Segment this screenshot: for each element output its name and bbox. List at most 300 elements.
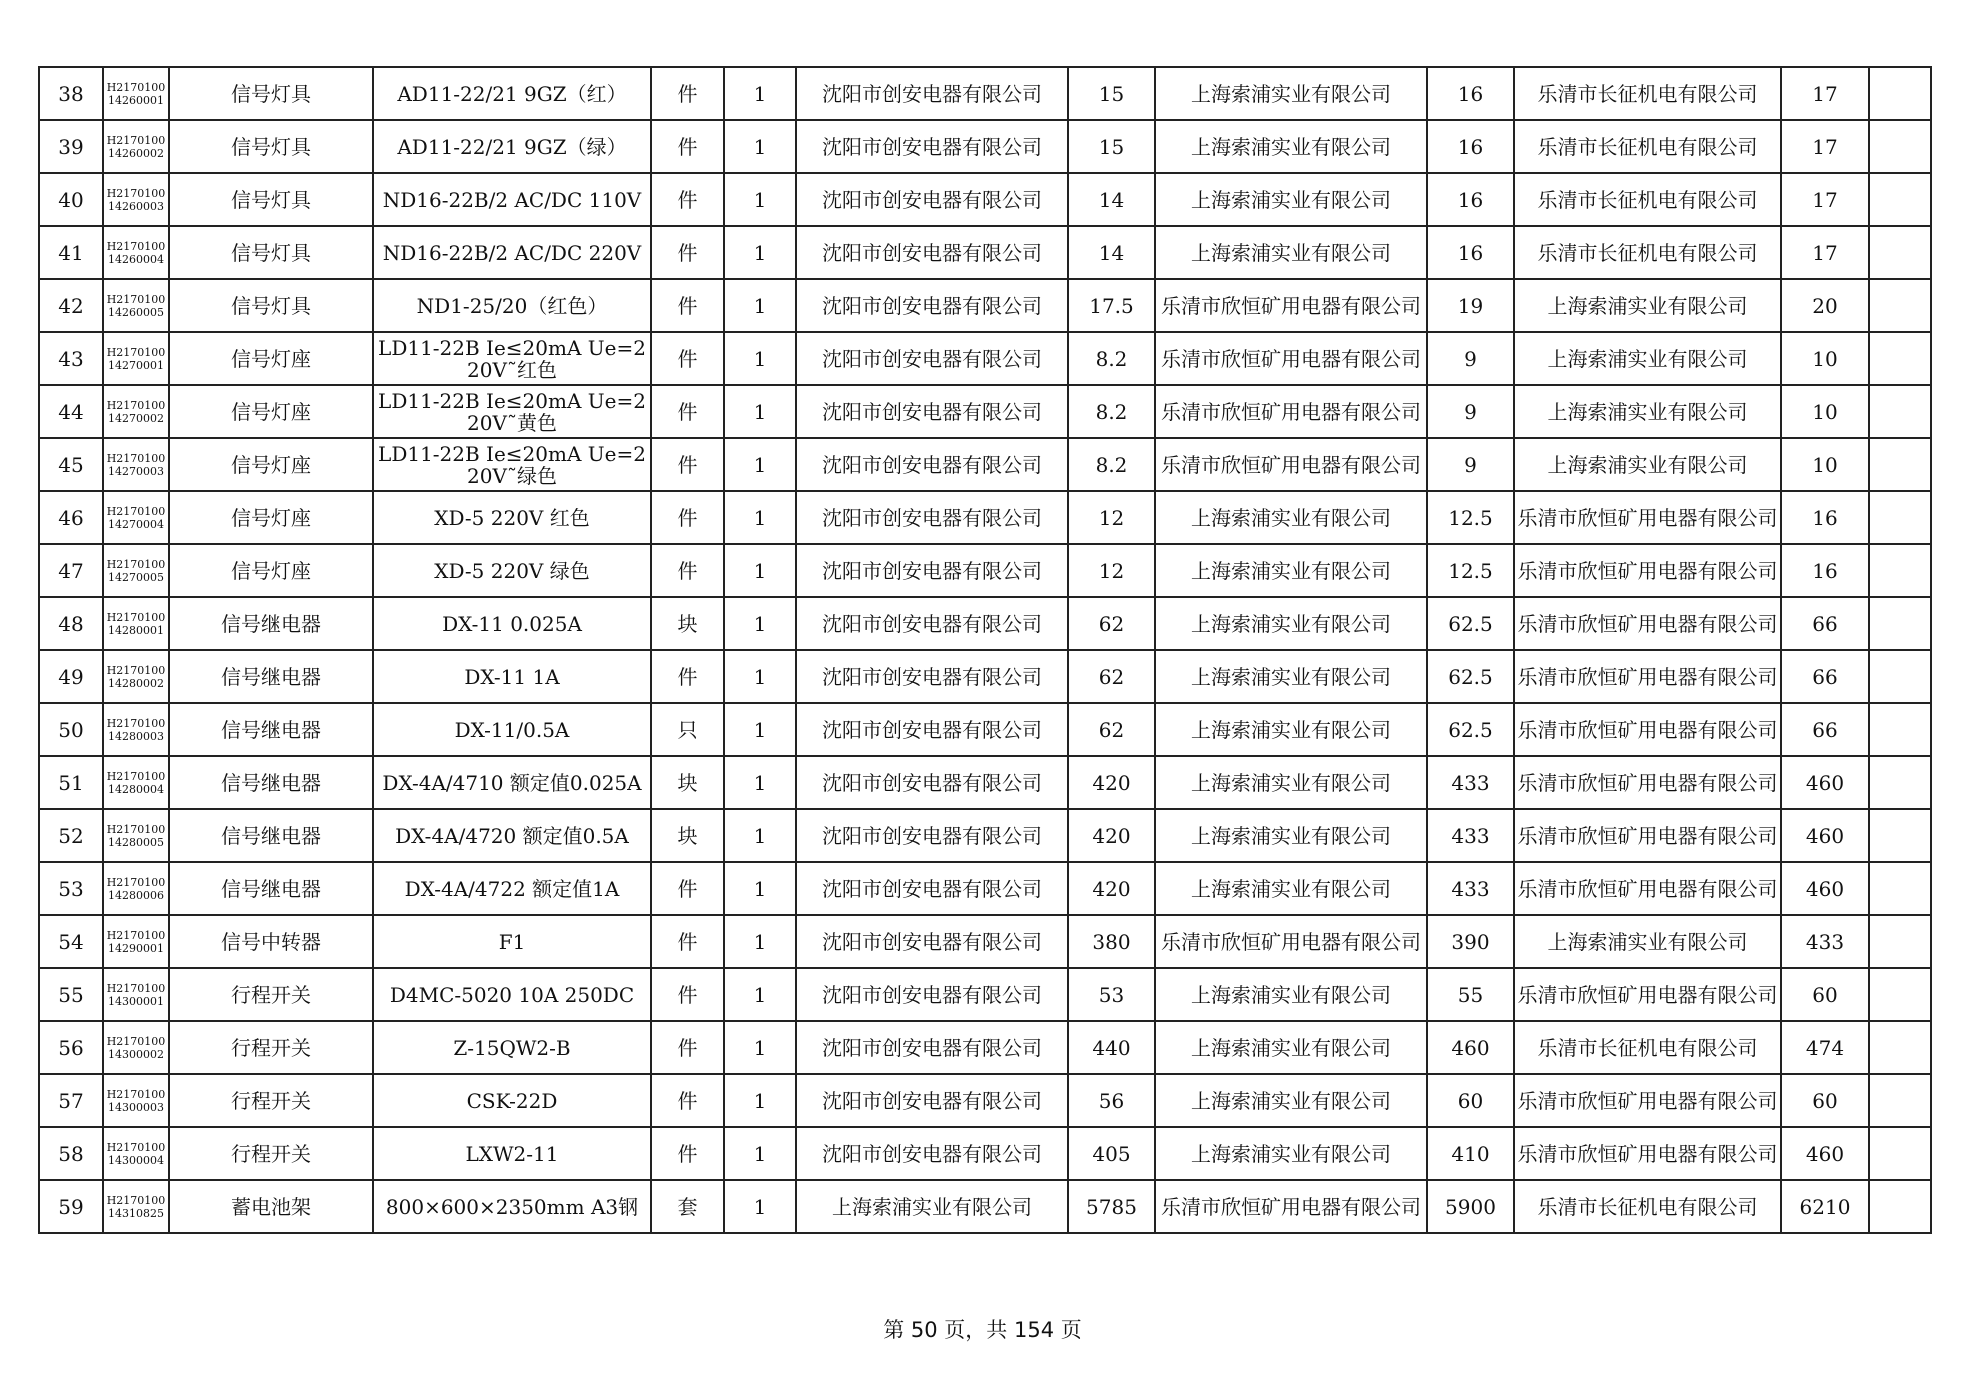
item-quantity-cell: 1 bbox=[724, 756, 796, 809]
supplier-3-cell: 乐清市长征机电有限公司 bbox=[1514, 173, 1781, 226]
item-unit-cell: 件 bbox=[651, 968, 724, 1021]
supplier-2-cell: 乐清市欣恒矿用电器有限公司 bbox=[1155, 385, 1427, 438]
item-unit-cell: 套 bbox=[651, 1180, 724, 1233]
supplier-1-cell: 沈阳市创安电器有限公司 bbox=[796, 67, 1068, 120]
supplier-3-cell: 乐清市欣恒矿用电器有限公司 bbox=[1514, 1127, 1781, 1180]
table-row bbox=[39, 67, 1931, 120]
supplier-2-cell: 上海索浦实业有限公司 bbox=[1155, 1021, 1427, 1074]
price-2-cell: 433 bbox=[1427, 756, 1514, 809]
remark-cell bbox=[1869, 1180, 1931, 1233]
table-body bbox=[39, 67, 1931, 1233]
supplier-2-cell: 乐清市欣恒矿用电器有限公司 bbox=[1155, 1180, 1427, 1233]
price-2-cell: 62.5 bbox=[1427, 597, 1514, 650]
price-1-cell: 56 bbox=[1068, 1074, 1155, 1127]
remark-cell bbox=[1869, 332, 1931, 385]
price-1-cell: 8.2 bbox=[1068, 385, 1155, 438]
row-number-cell: 47 bbox=[39, 544, 103, 597]
item-spec-cell: XD-5 220V 绿色 bbox=[373, 544, 651, 597]
remark-cell bbox=[1869, 1021, 1931, 1074]
item-quantity-cell: 1 bbox=[724, 67, 796, 120]
supplier-1-cell: 沈阳市创安电器有限公司 bbox=[796, 650, 1068, 703]
supplier-2-cell: 上海索浦实业有限公司 bbox=[1155, 650, 1427, 703]
item-quantity-cell: 1 bbox=[724, 438, 796, 491]
price-3-cell: 17 bbox=[1781, 67, 1869, 120]
supplier-1-cell: 沈阳市创安电器有限公司 bbox=[796, 1021, 1068, 1074]
table-row bbox=[39, 703, 1931, 756]
item-spec-cell: XD-5 220V 红色 bbox=[373, 491, 651, 544]
item-name-cell: 信号中转器 bbox=[169, 915, 373, 968]
item-spec-cell: DX-11 0.025A bbox=[373, 597, 651, 650]
table-row bbox=[39, 491, 1931, 544]
price-3-cell: 17 bbox=[1781, 226, 1869, 279]
supplier-2-cell: 上海索浦实业有限公司 bbox=[1155, 597, 1427, 650]
remark-cell bbox=[1869, 67, 1931, 120]
item-name-cell: 行程开关 bbox=[169, 1021, 373, 1074]
row-number-cell: 49 bbox=[39, 650, 103, 703]
price-1-cell: 12 bbox=[1068, 544, 1155, 597]
item-spec-cell: LXW2-11 bbox=[373, 1127, 651, 1180]
price-2-cell: 9 bbox=[1427, 438, 1514, 491]
item-name-cell: 信号灯具 bbox=[169, 67, 373, 120]
table-row bbox=[39, 1127, 1931, 1180]
supplier-3-cell: 上海索浦实业有限公司 bbox=[1514, 385, 1781, 438]
table-row bbox=[39, 756, 1931, 809]
item-quantity-cell: 1 bbox=[724, 915, 796, 968]
price-2-cell: 62.5 bbox=[1427, 703, 1514, 756]
item-name-cell: 信号灯座 bbox=[169, 544, 373, 597]
price-1-cell: 53 bbox=[1068, 968, 1155, 1021]
row-number-cell: 43 bbox=[39, 332, 103, 385]
row-number-cell: 46 bbox=[39, 491, 103, 544]
price-2-cell: 433 bbox=[1427, 809, 1514, 862]
supplier-3-cell: 乐清市长征机电有限公司 bbox=[1514, 67, 1781, 120]
price-1-cell: 17.5 bbox=[1068, 279, 1155, 332]
table-row bbox=[39, 279, 1931, 332]
price-2-cell: 433 bbox=[1427, 862, 1514, 915]
material-code-cell: H2170100 14280004 bbox=[103, 756, 169, 809]
remark-cell bbox=[1869, 1127, 1931, 1180]
material-code-cell: H2170100 14290001 bbox=[103, 915, 169, 968]
item-quantity-cell: 1 bbox=[724, 120, 796, 173]
supplier-3-cell: 乐清市欣恒矿用电器有限公司 bbox=[1514, 491, 1781, 544]
item-spec-cell: LD11-22B Ie≤20mA Ue=220V˜绿色 bbox=[373, 438, 651, 491]
remark-cell bbox=[1869, 1074, 1931, 1127]
supplier-2-cell: 乐清市欣恒矿用电器有限公司 bbox=[1155, 332, 1427, 385]
material-code-cell: H2170100 14260002 bbox=[103, 120, 169, 173]
remark-cell bbox=[1869, 385, 1931, 438]
material-code-cell: H2170100 14280001 bbox=[103, 597, 169, 650]
row-number-cell: 42 bbox=[39, 279, 103, 332]
supplier-1-cell: 沈阳市创安电器有限公司 bbox=[796, 279, 1068, 332]
price-2-cell: 410 bbox=[1427, 1127, 1514, 1180]
item-name-cell: 信号灯座 bbox=[169, 385, 373, 438]
item-spec-cell: DX-11/0.5A bbox=[373, 703, 651, 756]
price-3-cell: 460 bbox=[1781, 1127, 1869, 1180]
supplier-1-cell: 沈阳市创安电器有限公司 bbox=[796, 862, 1068, 915]
table-row bbox=[39, 120, 1931, 173]
material-code-cell: H2170100 14260003 bbox=[103, 173, 169, 226]
supplier-2-cell: 上海索浦实业有限公司 bbox=[1155, 491, 1427, 544]
remark-cell bbox=[1869, 650, 1931, 703]
supplier-3-cell: 上海索浦实业有限公司 bbox=[1514, 915, 1781, 968]
item-unit-cell: 块 bbox=[651, 597, 724, 650]
remark-cell bbox=[1869, 120, 1931, 173]
item-unit-cell: 件 bbox=[651, 438, 724, 491]
item-unit-cell: 件 bbox=[651, 332, 724, 385]
price-3-cell: 10 bbox=[1781, 332, 1869, 385]
item-name-cell: 行程开关 bbox=[169, 1127, 373, 1180]
supplier-1-cell: 沈阳市创安电器有限公司 bbox=[796, 226, 1068, 279]
price-2-cell: 55 bbox=[1427, 968, 1514, 1021]
item-quantity-cell: 1 bbox=[724, 226, 796, 279]
item-unit-cell: 件 bbox=[651, 226, 724, 279]
price-3-cell: 60 bbox=[1781, 1074, 1869, 1127]
price-1-cell: 15 bbox=[1068, 67, 1155, 120]
item-name-cell: 信号继电器 bbox=[169, 756, 373, 809]
row-number-cell: 58 bbox=[39, 1127, 103, 1180]
price-1-cell: 420 bbox=[1068, 809, 1155, 862]
item-unit-cell: 件 bbox=[651, 915, 724, 968]
price-3-cell: 20 bbox=[1781, 279, 1869, 332]
item-name-cell: 信号继电器 bbox=[169, 862, 373, 915]
price-3-cell: 17 bbox=[1781, 173, 1869, 226]
supplier-3-cell: 乐清市欣恒矿用电器有限公司 bbox=[1514, 1074, 1781, 1127]
row-number-cell: 40 bbox=[39, 173, 103, 226]
supplier-3-cell: 乐清市欣恒矿用电器有限公司 bbox=[1514, 862, 1781, 915]
table-row bbox=[39, 173, 1931, 226]
item-quantity-cell: 1 bbox=[724, 1127, 796, 1180]
item-unit-cell: 件 bbox=[651, 491, 724, 544]
price-3-cell: 6210 bbox=[1781, 1180, 1869, 1233]
item-spec-cell: ND16-22B/2 AC/DC 110V bbox=[373, 173, 651, 226]
price-2-cell: 9 bbox=[1427, 332, 1514, 385]
item-unit-cell: 件 bbox=[651, 67, 724, 120]
item-quantity-cell: 1 bbox=[724, 809, 796, 862]
price-1-cell: 440 bbox=[1068, 1021, 1155, 1074]
supplier-1-cell: 沈阳市创安电器有限公司 bbox=[796, 491, 1068, 544]
price-3-cell: 460 bbox=[1781, 809, 1869, 862]
supplier-1-cell: 沈阳市创安电器有限公司 bbox=[796, 1127, 1068, 1180]
table-row bbox=[39, 650, 1931, 703]
price-3-cell: 16 bbox=[1781, 491, 1869, 544]
material-code-cell: H2170100 14280003 bbox=[103, 703, 169, 756]
supplier-1-cell: 沈阳市创安电器有限公司 bbox=[796, 332, 1068, 385]
table-row bbox=[39, 1180, 1931, 1233]
price-2-cell: 62.5 bbox=[1427, 650, 1514, 703]
supplier-2-cell: 乐清市欣恒矿用电器有限公司 bbox=[1155, 438, 1427, 491]
row-number-cell: 57 bbox=[39, 1074, 103, 1127]
material-code-cell: H2170100 14260004 bbox=[103, 226, 169, 279]
supplier-1-cell: 沈阳市创安电器有限公司 bbox=[796, 544, 1068, 597]
supplier-2-cell: 乐清市欣恒矿用电器有限公司 bbox=[1155, 279, 1427, 332]
row-number-cell: 54 bbox=[39, 915, 103, 968]
item-name-cell: 信号继电器 bbox=[169, 650, 373, 703]
remark-cell bbox=[1869, 915, 1931, 968]
supplier-3-cell: 乐清市欣恒矿用电器有限公司 bbox=[1514, 703, 1781, 756]
price-3-cell: 460 bbox=[1781, 756, 1869, 809]
item-name-cell: 信号继电器 bbox=[169, 809, 373, 862]
table-row bbox=[39, 332, 1931, 385]
supplier-2-cell: 上海索浦实业有限公司 bbox=[1155, 809, 1427, 862]
item-spec-cell: D4MC-5020 10A 250DC bbox=[373, 968, 651, 1021]
row-number-cell: 41 bbox=[39, 226, 103, 279]
supplier-2-cell: 上海索浦实业有限公司 bbox=[1155, 862, 1427, 915]
price-2-cell: 12.5 bbox=[1427, 491, 1514, 544]
supplier-3-cell: 上海索浦实业有限公司 bbox=[1514, 279, 1781, 332]
item-spec-cell: 800×600×2350mm A3钢 bbox=[373, 1180, 651, 1233]
supplier-2-cell: 上海索浦实业有限公司 bbox=[1155, 226, 1427, 279]
row-number-cell: 59 bbox=[39, 1180, 103, 1233]
price-2-cell: 16 bbox=[1427, 67, 1514, 120]
supplier-1-cell: 上海索浦实业有限公司 bbox=[796, 1180, 1068, 1233]
material-code-cell: H2170100 14280005 bbox=[103, 809, 169, 862]
item-spec-cell: ND1-25/20（红色） bbox=[373, 279, 651, 332]
material-code-cell: H2170100 14310825 bbox=[103, 1180, 169, 1233]
supplier-1-cell: 沈阳市创安电器有限公司 bbox=[796, 915, 1068, 968]
price-1-cell: 12 bbox=[1068, 491, 1155, 544]
row-number-cell: 55 bbox=[39, 968, 103, 1021]
item-unit-cell: 块 bbox=[651, 809, 724, 862]
item-spec-cell: DX-4A/4710 额定值0.025A bbox=[373, 756, 651, 809]
price-2-cell: 16 bbox=[1427, 173, 1514, 226]
item-unit-cell: 件 bbox=[651, 1074, 724, 1127]
material-code-cell: H2170100 14280002 bbox=[103, 650, 169, 703]
row-number-cell: 38 bbox=[39, 67, 103, 120]
item-quantity-cell: 1 bbox=[724, 650, 796, 703]
remark-cell bbox=[1869, 491, 1931, 544]
item-name-cell: 信号灯具 bbox=[169, 279, 373, 332]
table-row bbox=[39, 438, 1931, 491]
price-2-cell: 19 bbox=[1427, 279, 1514, 332]
item-spec-cell: Z-15QW2-B bbox=[373, 1021, 651, 1074]
price-2-cell: 16 bbox=[1427, 226, 1514, 279]
price-1-cell: 405 bbox=[1068, 1127, 1155, 1180]
row-number-cell: 51 bbox=[39, 756, 103, 809]
supplier-1-cell: 沈阳市创安电器有限公司 bbox=[796, 756, 1068, 809]
supplier-3-cell: 乐清市欣恒矿用电器有限公司 bbox=[1514, 809, 1781, 862]
price-1-cell: 62 bbox=[1068, 597, 1155, 650]
table-row bbox=[39, 862, 1931, 915]
price-1-cell: 380 bbox=[1068, 915, 1155, 968]
item-quantity-cell: 1 bbox=[724, 173, 796, 226]
remark-cell bbox=[1869, 862, 1931, 915]
supplier-3-cell: 乐清市欣恒矿用电器有限公司 bbox=[1514, 544, 1781, 597]
price-3-cell: 66 bbox=[1781, 650, 1869, 703]
row-number-cell: 50 bbox=[39, 703, 103, 756]
item-quantity-cell: 1 bbox=[724, 1021, 796, 1074]
item-quantity-cell: 1 bbox=[724, 703, 796, 756]
item-spec-cell: DX-4A/4720 额定值0.5A bbox=[373, 809, 651, 862]
page-footer: 第 50 页，共 154 页 bbox=[883, 1318, 1082, 1342]
remark-cell bbox=[1869, 173, 1931, 226]
material-code-cell: H2170100 14270004 bbox=[103, 491, 169, 544]
item-spec-cell: AD11-22/21 9GZ（红） bbox=[373, 67, 651, 120]
table-row bbox=[39, 1021, 1931, 1074]
price-3-cell: 60 bbox=[1781, 968, 1869, 1021]
item-name-cell: 蓄电池架 bbox=[169, 1180, 373, 1233]
item-spec-cell: LD11-22B Ie≤20mA Ue=220V˜黄色 bbox=[373, 385, 651, 438]
remark-cell bbox=[1869, 226, 1931, 279]
supplier-3-cell: 乐清市长征机电有限公司 bbox=[1514, 120, 1781, 173]
table-row bbox=[39, 226, 1931, 279]
table-row bbox=[39, 544, 1931, 597]
row-number-cell: 48 bbox=[39, 597, 103, 650]
supplier-2-cell: 乐清市欣恒矿用电器有限公司 bbox=[1155, 915, 1427, 968]
item-quantity-cell: 1 bbox=[724, 544, 796, 597]
material-code-cell: H2170100 14260005 bbox=[103, 279, 169, 332]
supplier-3-cell: 乐清市长征机电有限公司 bbox=[1514, 226, 1781, 279]
material-code-cell: H2170100 14300003 bbox=[103, 1074, 169, 1127]
item-unit-cell: 件 bbox=[651, 544, 724, 597]
supplier-1-cell: 沈阳市创安电器有限公司 bbox=[796, 809, 1068, 862]
price-2-cell: 5900 bbox=[1427, 1180, 1514, 1233]
item-name-cell: 信号继电器 bbox=[169, 703, 373, 756]
item-unit-cell: 件 bbox=[651, 1021, 724, 1074]
supplier-2-cell: 上海索浦实业有限公司 bbox=[1155, 120, 1427, 173]
item-unit-cell: 只 bbox=[651, 703, 724, 756]
supplier-3-cell: 乐清市欣恒矿用电器有限公司 bbox=[1514, 650, 1781, 703]
price-3-cell: 10 bbox=[1781, 438, 1869, 491]
supplier-3-cell: 乐清市欣恒矿用电器有限公司 bbox=[1514, 968, 1781, 1021]
material-code-cell: H2170100 14280006 bbox=[103, 862, 169, 915]
item-unit-cell: 件 bbox=[651, 862, 724, 915]
supplier-2-cell: 上海索浦实业有限公司 bbox=[1155, 1074, 1427, 1127]
price-1-cell: 420 bbox=[1068, 862, 1155, 915]
supplier-1-cell: 沈阳市创安电器有限公司 bbox=[796, 968, 1068, 1021]
row-number-cell: 52 bbox=[39, 809, 103, 862]
item-unit-cell: 块 bbox=[651, 756, 724, 809]
supplier-1-cell: 沈阳市创安电器有限公司 bbox=[796, 385, 1068, 438]
material-code-cell: H2170100 14270003 bbox=[103, 438, 169, 491]
item-name-cell: 信号灯座 bbox=[169, 332, 373, 385]
material-code-cell: H2170100 14270005 bbox=[103, 544, 169, 597]
remark-cell bbox=[1869, 809, 1931, 862]
row-number-cell: 39 bbox=[39, 120, 103, 173]
item-unit-cell: 件 bbox=[651, 1127, 724, 1180]
item-spec-cell: F1 bbox=[373, 915, 651, 968]
remark-cell bbox=[1869, 438, 1931, 491]
material-code-cell: H2170100 14260001 bbox=[103, 67, 169, 120]
price-2-cell: 390 bbox=[1427, 915, 1514, 968]
price-3-cell: 10 bbox=[1781, 385, 1869, 438]
price-1-cell: 8.2 bbox=[1068, 332, 1155, 385]
item-name-cell: 行程开关 bbox=[169, 968, 373, 1021]
price-2-cell: 9 bbox=[1427, 385, 1514, 438]
item-spec-cell: DX-4A/4722 额定值1A bbox=[373, 862, 651, 915]
material-code-cell: H2170100 14270002 bbox=[103, 385, 169, 438]
price-1-cell: 14 bbox=[1068, 226, 1155, 279]
price-3-cell: 16 bbox=[1781, 544, 1869, 597]
supplier-3-cell: 上海索浦实业有限公司 bbox=[1514, 332, 1781, 385]
price-1-cell: 15 bbox=[1068, 120, 1155, 173]
supplier-1-cell: 沈阳市创安电器有限公司 bbox=[796, 597, 1068, 650]
row-number-cell: 44 bbox=[39, 385, 103, 438]
supplier-2-cell: 上海索浦实业有限公司 bbox=[1155, 173, 1427, 226]
item-unit-cell: 件 bbox=[651, 279, 724, 332]
item-spec-cell: CSK-22D bbox=[373, 1074, 651, 1127]
supplier-3-cell: 乐清市长征机电有限公司 bbox=[1514, 1180, 1781, 1233]
item-unit-cell: 件 bbox=[651, 120, 724, 173]
supplier-2-cell: 上海索浦实业有限公司 bbox=[1155, 544, 1427, 597]
price-1-cell: 62 bbox=[1068, 703, 1155, 756]
table-row bbox=[39, 597, 1931, 650]
item-name-cell: 行程开关 bbox=[169, 1074, 373, 1127]
material-code-cell: H2170100 14300002 bbox=[103, 1021, 169, 1074]
price-1-cell: 8.2 bbox=[1068, 438, 1155, 491]
remark-cell bbox=[1869, 756, 1931, 809]
material-code-cell: H2170100 14270001 bbox=[103, 332, 169, 385]
material-code-cell: H2170100 14300004 bbox=[103, 1127, 169, 1180]
item-quantity-cell: 1 bbox=[724, 491, 796, 544]
remark-cell bbox=[1869, 968, 1931, 1021]
supplier-1-cell: 沈阳市创安电器有限公司 bbox=[796, 1074, 1068, 1127]
price-table bbox=[38, 66, 1932, 1234]
price-2-cell: 460 bbox=[1427, 1021, 1514, 1074]
price-1-cell: 5785 bbox=[1068, 1180, 1155, 1233]
item-unit-cell: 件 bbox=[651, 650, 724, 703]
item-spec-cell: AD11-22/21 9GZ（绿） bbox=[373, 120, 651, 173]
row-number-cell: 56 bbox=[39, 1021, 103, 1074]
remark-cell bbox=[1869, 597, 1931, 650]
supplier-1-cell: 沈阳市创安电器有限公司 bbox=[796, 438, 1068, 491]
price-3-cell: 460 bbox=[1781, 862, 1869, 915]
supplier-2-cell: 上海索浦实业有限公司 bbox=[1155, 703, 1427, 756]
item-name-cell: 信号灯具 bbox=[169, 120, 373, 173]
supplier-3-cell: 上海索浦实业有限公司 bbox=[1514, 438, 1781, 491]
item-name-cell: 信号灯座 bbox=[169, 438, 373, 491]
item-quantity-cell: 1 bbox=[724, 385, 796, 438]
price-3-cell: 66 bbox=[1781, 597, 1869, 650]
price-2-cell: 12.5 bbox=[1427, 544, 1514, 597]
supplier-3-cell: 乐清市长征机电有限公司 bbox=[1514, 1021, 1781, 1074]
row-number-cell: 53 bbox=[39, 862, 103, 915]
supplier-3-cell: 乐清市欣恒矿用电器有限公司 bbox=[1514, 756, 1781, 809]
table-row bbox=[39, 915, 1931, 968]
material-code-cell: H2170100 14300001 bbox=[103, 968, 169, 1021]
item-unit-cell: 件 bbox=[651, 173, 724, 226]
table-row bbox=[39, 809, 1931, 862]
supplier-1-cell: 沈阳市创安电器有限公司 bbox=[796, 173, 1068, 226]
item-quantity-cell: 1 bbox=[724, 862, 796, 915]
table-row bbox=[39, 968, 1931, 1021]
item-spec-cell: LD11-22B Ie≤20mA Ue=220V˜红色 bbox=[373, 332, 651, 385]
item-name-cell: 信号灯座 bbox=[169, 491, 373, 544]
price-3-cell: 66 bbox=[1781, 703, 1869, 756]
item-name-cell: 信号继电器 bbox=[169, 597, 373, 650]
price-3-cell: 433 bbox=[1781, 915, 1869, 968]
supplier-2-cell: 上海索浦实业有限公司 bbox=[1155, 1127, 1427, 1180]
supplier-1-cell: 沈阳市创安电器有限公司 bbox=[796, 703, 1068, 756]
price-1-cell: 62 bbox=[1068, 650, 1155, 703]
item-quantity-cell: 1 bbox=[724, 332, 796, 385]
supplier-1-cell: 沈阳市创安电器有限公司 bbox=[796, 120, 1068, 173]
item-quantity-cell: 1 bbox=[724, 279, 796, 332]
price-3-cell: 17 bbox=[1781, 120, 1869, 173]
item-spec-cell: ND16-22B/2 AC/DC 220V bbox=[373, 226, 651, 279]
item-quantity-cell: 1 bbox=[724, 1074, 796, 1127]
item-quantity-cell: 1 bbox=[724, 968, 796, 1021]
price-table-sheet bbox=[38, 66, 1932, 1234]
price-1-cell: 420 bbox=[1068, 756, 1155, 809]
supplier-2-cell: 上海索浦实业有限公司 bbox=[1155, 67, 1427, 120]
table-row bbox=[39, 1074, 1931, 1127]
item-quantity-cell: 1 bbox=[724, 1180, 796, 1233]
supplier-2-cell: 上海索浦实业有限公司 bbox=[1155, 756, 1427, 809]
price-3-cell: 474 bbox=[1781, 1021, 1869, 1074]
row-number-cell: 45 bbox=[39, 438, 103, 491]
remark-cell bbox=[1869, 544, 1931, 597]
item-name-cell: 信号灯具 bbox=[169, 173, 373, 226]
